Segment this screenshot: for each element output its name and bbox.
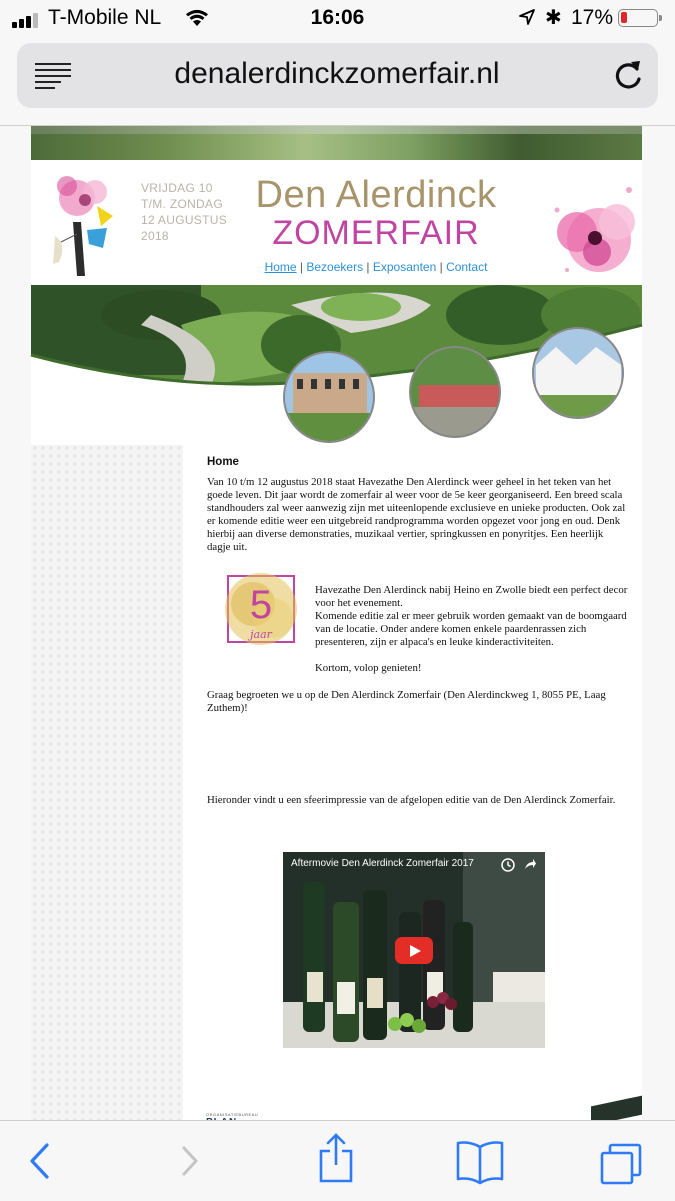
nav-exposanten[interactable]: Exposanten (372, 260, 437, 274)
badge-word: jaar (250, 628, 272, 641)
battery-icon (618, 9, 658, 27)
watch-later-icon[interactable] (501, 858, 515, 872)
logo-title: Den Alerdinck (255, 174, 497, 216)
location-paragraph: Havezathe Den Alerdinck nabij Heino en Zwolle biedt een perfect decor voor het evenement. (315, 584, 628, 609)
nav-bezoekers[interactable]: Bezoekers (306, 260, 364, 274)
hamburger-icon[interactable] (35, 63, 71, 89)
five-year-badge (218, 566, 304, 652)
badge-number: 5 (249, 583, 273, 627)
nav-home[interactable]: Home (264, 260, 297, 274)
location-arrow-icon (518, 8, 536, 26)
site-nav (181, 260, 571, 274)
video-title: Aftermovie Den Alerdinck Zomerfair 2017 (291, 858, 474, 869)
impression-paragraph: Hieronder vindt u een sfeerimpressie van de afgelopen editie van de Den Alerdinck Zomerfair. (207, 794, 616, 806)
nav-separator: | (436, 260, 447, 274)
bluetooth-icon: ✱ (545, 7, 562, 29)
status-bar (0, 0, 675, 38)
video-embed[interactable] (283, 852, 545, 1048)
forward-chevron-icon[interactable] (160, 1121, 220, 1201)
battery-percent: 17% (571, 6, 614, 29)
edition-paragraph: Komende editie zal er meer gebruik worden gemaakt van de boomgaard van de locatie. Onder andere komen enkele paardenrassen zich presenteren, zijn er alpaca's en leuke kinderactiviteiten. (315, 610, 627, 648)
main-content (207, 456, 627, 554)
date-line: VRIJDAG 10 (141, 181, 213, 195)
location-text (315, 584, 635, 675)
battery-fill (621, 12, 627, 23)
intro-paragraph: Van 10 t/m 12 augustus 2018 staat Havezathe Den Alerdinck weer geheel in het teken van het goede leven. Dit jaar wordt de zomerfair al weer voor de 5e keer georganiseerd. Een breed scala standhouders zal weer aanwezig zijn met uiteenlopende exclusieve en unieke producten. Ook zal er komende editie weer een uitgebreid randprogramma worden opgezet voor jong en oud. Denk hierbij aan diverse demonstraties, muzikaal vertier, springkussen en ponyritjes. Een heerlijk dagje uit. (207, 476, 626, 553)
address-bar[interactable] (17, 43, 658, 108)
nav-separator: | (363, 260, 373, 274)
site-header (31, 160, 642, 285)
back-chevron-icon[interactable] (10, 1121, 70, 1201)
url-text[interactable]: denalerdinckzomerfair.nl (174, 57, 500, 90)
logo-subtitle: ZOMERFAIR (272, 214, 480, 252)
play-button[interactable] (395, 937, 433, 964)
nav-contact[interactable]: Contact (446, 260, 488, 274)
greeting-paragraph: Graag begroeten we u op de Den Alerdinck Zomerfair (Den Alerdinckweg 1, 8055 PE, Laag Zuthem)! (207, 689, 606, 714)
bookmarks-icon[interactable] (450, 1121, 510, 1201)
date-line: T/M. ZONDAG (141, 197, 223, 211)
hero-image (31, 285, 642, 445)
share-video-icon[interactable] (523, 857, 537, 871)
page-heading: Home (207, 456, 239, 468)
organizer-label: ORGANISATIEBUREAU (206, 1112, 259, 1117)
reload-icon[interactable] (611, 57, 645, 93)
web-page (31, 126, 642, 1120)
nav-separator: | (296, 260, 307, 274)
clock: 16:06 (310, 6, 365, 29)
date-line: 2018 (141, 229, 169, 243)
date-line: 12 AUGUSTUS (141, 213, 227, 227)
carrier-name: T-Mobile NL (48, 6, 162, 29)
flower-illustration-right (537, 170, 641, 285)
browser-toolbar (0, 1120, 675, 1201)
top-banner-image (31, 126, 642, 160)
share-icon[interactable] (306, 1121, 366, 1201)
flower-illustration-left (47, 172, 117, 280)
tabs-icon[interactable] (594, 1121, 654, 1201)
summary-paragraph: Kortom, volop genieten! (315, 662, 422, 674)
